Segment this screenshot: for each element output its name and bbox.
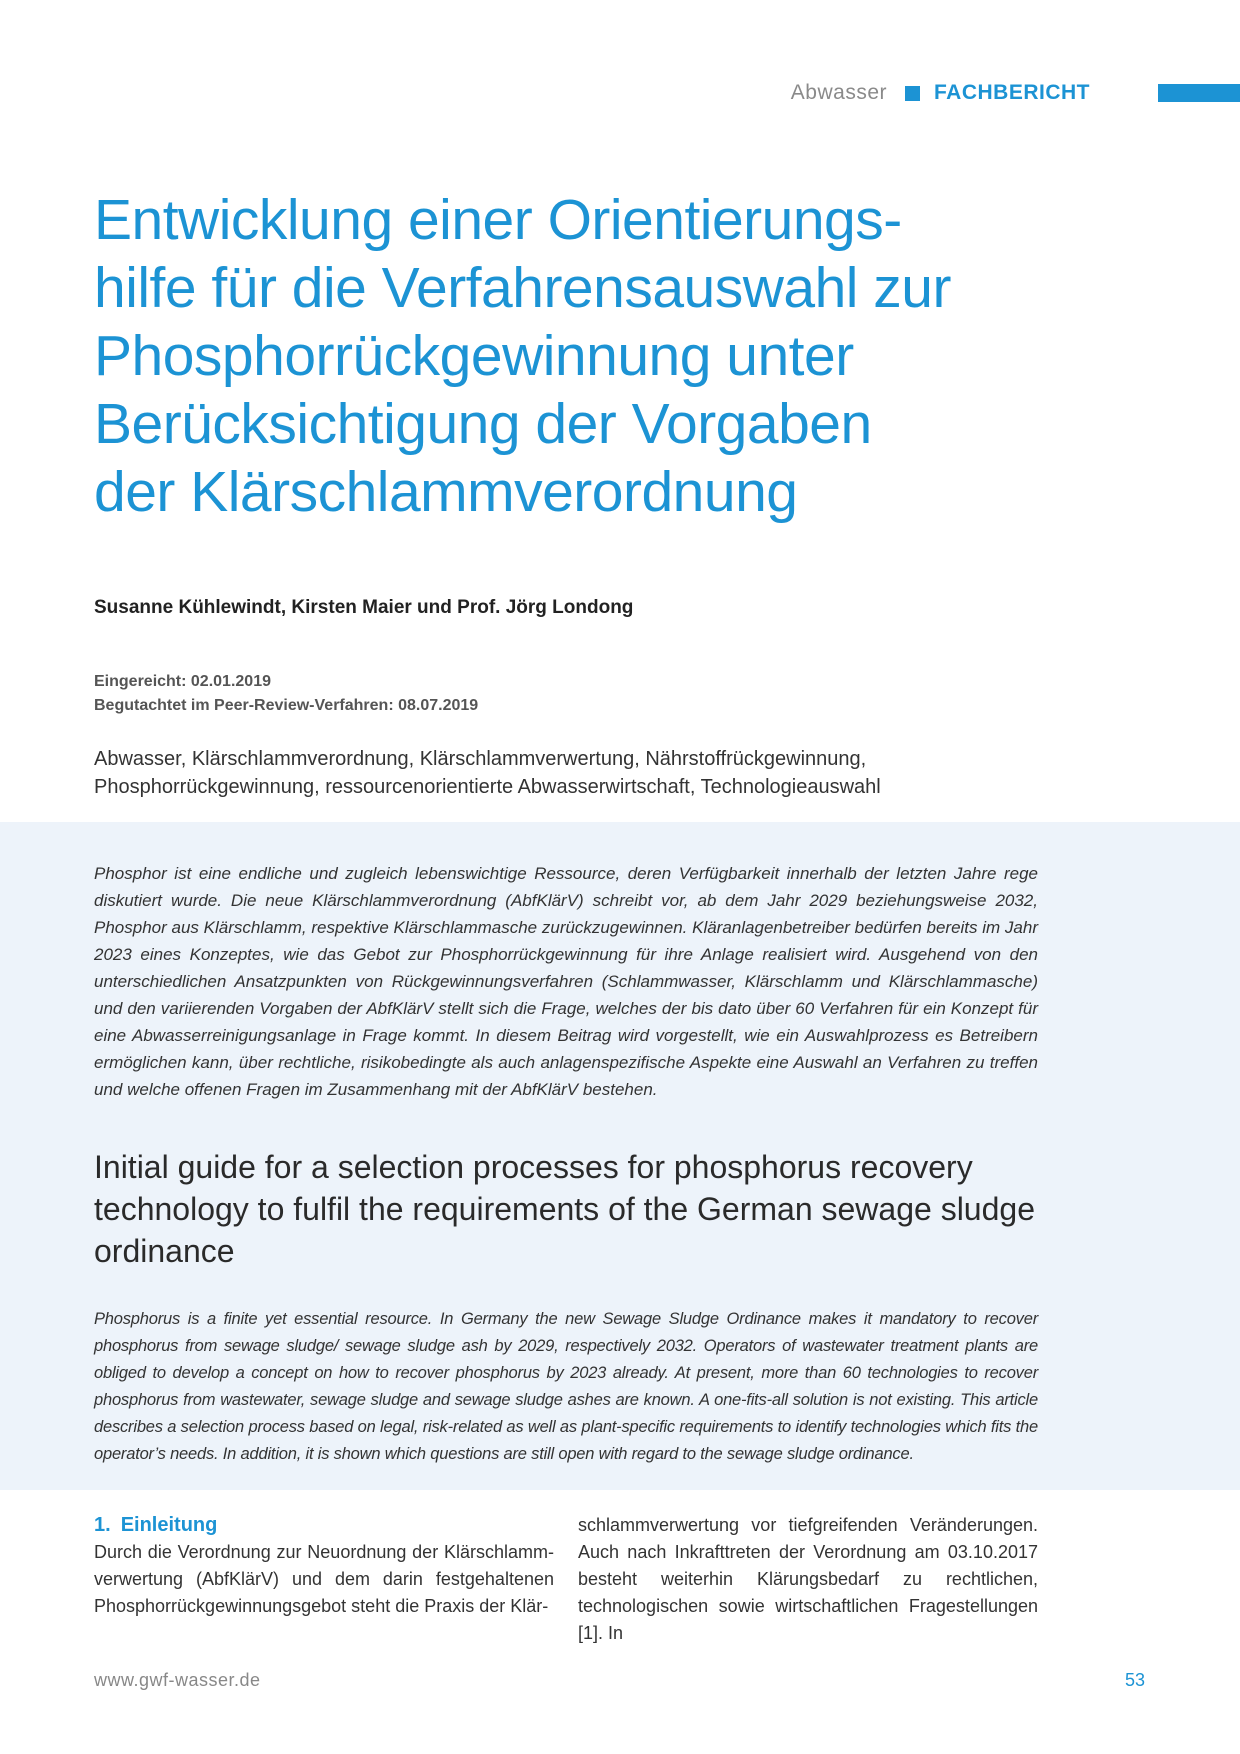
title-line: Phosphorrückgewinnung unter	[94, 324, 854, 388]
body-column-right	[578, 1512, 1038, 1647]
submitted-date: Eingereicht: 02.01.2019	[94, 673, 271, 690]
accent-bar	[1158, 84, 1240, 102]
section-number: 1.	[94, 1514, 111, 1536]
body-text-right: schlammverwertung vor tiefgreifenden Veränderungen. Auch nach Inkrafttreten der Verordnung am 03.10.2017 besteht weiterhin Klärungsbedarf zu rechtlichen, technologischen sowie wirtschaftlichen Fragestellungen [1]. In	[578, 1515, 1038, 1643]
title-line: hilfe für die Verfahrensauswahl zur	[94, 256, 951, 320]
abstract-german: Phosphor ist eine endliche und zugleich lebenswichtige Ressource, deren Verfügbarkeit innerhalb der letzten Jahre rege diskutiert wurde. Die neue Klärschlammverordnung (AbfKlärV) schreibt vor, ab dem Jahr 2029 beziehungsweise 2032, Phosphor aus Klärschlamm, respektive Klärschlammasche zurückzugewinnen. Kläranlagenbetreiber bedürfen bereits im Jahr 2023 eines Konzeptes, wie das Gebot zur Phosphorrückgewinnung für ihre Anlage realisiert wird. Ausgehend von den unterschiedlichen Ansatzpunkten von Rückgewinnungsverfahren (Schlammwasser, Klärschlamm und Klärschlammasche) und den variierenden Vorgaben der AbfKlärV stellt sich die Frage, welches der bis dato über 60 Verfahren für ein Konzept für eine Abwasserreinigungsanlage in Frage kommt. In diesem Beitrag wird vorgestellt, wie ein Auswahlprozess es Betreibern ermöglichen kann, über rechtliche, risikobedingte als auch anlagenspezifische Aspekte eine Auswahl an Verfahren zu treffen und welche offenen Fragen im Zusammenhang mit der AbfKlärV bestehen.	[94, 864, 1038, 1099]
section-header	[791, 78, 1090, 108]
section-label: Abwasser	[790, 81, 887, 104]
body-text-left: Durch die Verordnung zur Neuordnung der Klärschlamm-verwertung (AbfKlärV) und dem darin festgehaltenen Phosphorrückgewinnungsgebot steht die Praxis der Klär-	[94, 1542, 554, 1616]
title-line: der Klärschlammverordnung	[94, 460, 798, 524]
section-title: Einleitung	[120, 1514, 218, 1536]
authors: Susanne Kühlewindt, Kirsten Maier und Prof. Jörg Londong	[94, 597, 634, 618]
body-column-left	[94, 1512, 554, 1620]
reviewed-date: Begutachtet im Peer-Review-Verfahren: 08.07.2019	[94, 697, 479, 714]
title-line: Entwicklung einer Orientierungs-	[94, 188, 902, 252]
page-number: 53	[1124, 1670, 1145, 1690]
category-label: FACHBERICHT	[934, 81, 1090, 104]
section-heading	[94, 1512, 554, 1539]
abstract-english: Phosphorus is a finite yet essential resource. In Germany the new Sewage Sludge Ordinance makes it mandatory to recover phosphorus from sewage sludge/ sewage sludge ash by 2029, respectively 2032. Operators of wastewater treatment plants are obliged to develop a concept on how to recover phosphorus by 2023 already. At present, more than 60 technologies to recover phosphorus from wastewater, sewage sludge and sewage sludge ashes are known. A one-fits-all solution is not existing. This article describes a selection process based on legal, risk-related as well as plant-specific requirements to identify technologies which fits the operator’s needs. In addition, it is shown which questions are still open with regard to the sewage sludge ordinance.	[94, 1310, 1038, 1463]
square-bullet-icon	[905, 86, 920, 101]
english-title: Initial guide for a selection processes for phosphorus recovery technology to fulfil the requirements of the German sewage sludge ordinance	[94, 1149, 1035, 1269]
review-dates	[94, 670, 478, 718]
title-line: Berücksichtigung der Vorgaben	[94, 392, 872, 456]
footer-url[interactable]: www.gwf-wasser.de	[94, 1670, 261, 1690]
keywords: Abwasser, Klärschlammverordnung, Klärschlammverwertung, Nährstoffrückgewinnung, Phosphorrückgewinnung, ressourcenorientierte Abwasserwirtschaft, Technologieauswahl	[94, 748, 881, 798]
article-title	[94, 186, 1114, 526]
